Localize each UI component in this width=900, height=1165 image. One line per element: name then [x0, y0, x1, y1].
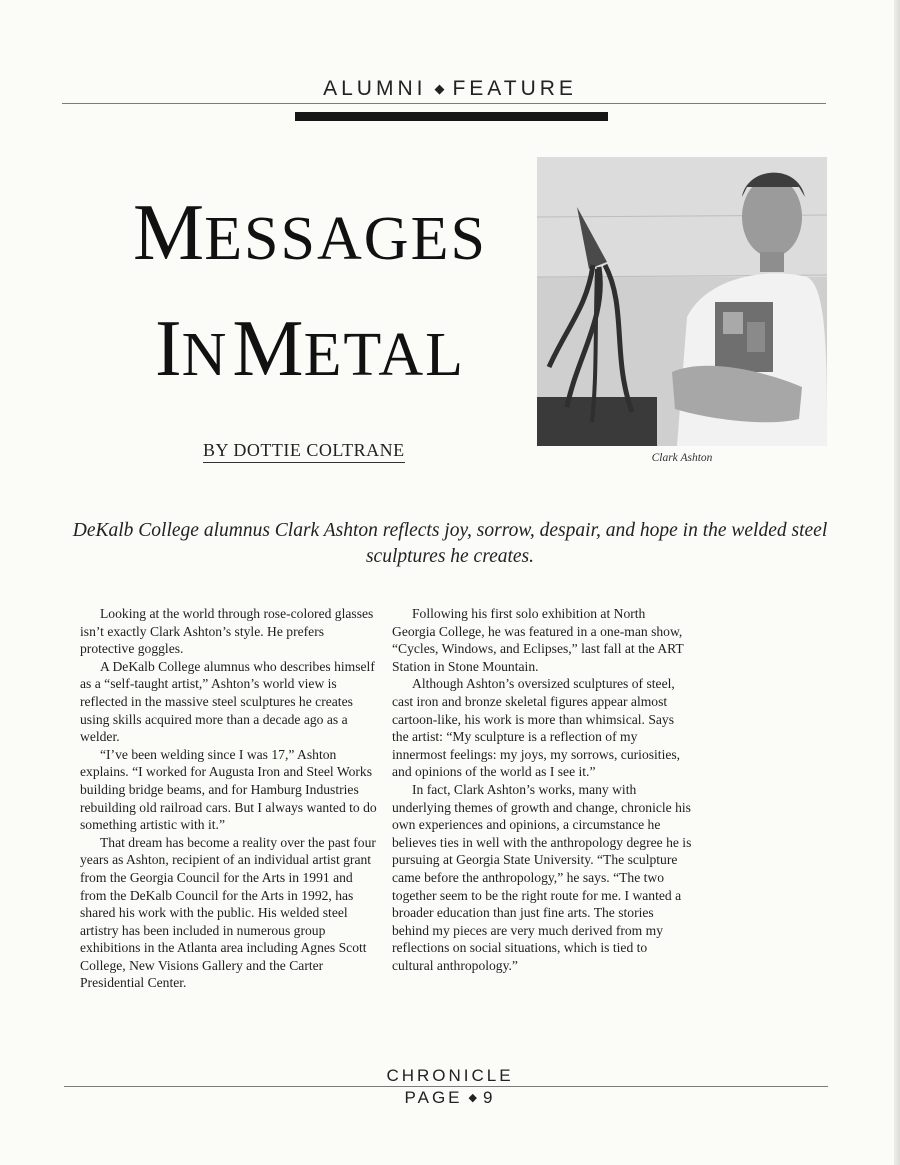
page-number: 9	[482, 1088, 496, 1107]
byline: BY DOTTIE COLTRANE	[203, 440, 405, 463]
photo-caption: Clark Ashton	[651, 452, 713, 464]
page-label: PAGE	[404, 1088, 463, 1107]
headline-initial: I	[155, 305, 182, 393]
headline-initial: M	[133, 189, 205, 277]
paragraph: A DeKalb College alumnus who describes himself as a “self-taught artist,” Ashton’s world view is reflected in the massive steel sculptures he creates using skills acquired more than a decade ago as a welder.	[80, 658, 375, 745]
diamond-separator-icon: ◆	[434, 81, 445, 96]
headline-line-2	[100, 304, 520, 395]
footer-publication: CHRONICLE	[386, 1066, 514, 1085]
paragraph: Following his first solo exhibition at North Georgia College, he was featured in a one-man show, “Cycles, Windows, and Eclipses,” last fall at the ART Station in Stone Mountain.	[392, 606, 684, 674]
article-deck: DeKalb College alumnus Clark Ashton reflects joy, sorrow, despair, and hope in the welded steel sculptures he creates.	[72, 520, 828, 567]
paragraph: “I’ve been welding since I was 17,” Ashton explains. “I worked for Augusta Iron and Steel Works building bridge beams, and for Hamburg Industries rebuilding old railroad cars. But I always wanted to do something artistic with it.”	[80, 746, 377, 833]
headline-rest: N	[181, 321, 229, 389]
body-column-right	[392, 605, 692, 974]
paragraph: In fact, Clark Ashton’s works, many with underlying themes of growth and change, chronicle his own experiences and opinions, a circumstance he believes ties in well with the anthropology degree he is pursuing at Georgia State University. “The sculpture came before the anthropology,” he says. “The two together seem to be the right route for me. I wanted a broader education than just fine arts. The stories behind my pieces are very much derived from my reflections on social situations, which is tied to cultural anthropology.”	[392, 781, 692, 973]
artist-photo	[537, 157, 827, 446]
headline-rest: ESSAGES	[204, 205, 487, 273]
paragraph: Although Ashton’s oversized sculptures of steel, cast iron and bronze skeletal figures appear almost cartoon-like, his work is more than whimsical. Says the artist: “My sculpture is a reflection of my innermost feelings: my joys, my sorrows, curiosities, and opinions of the world as I see it.”	[392, 676, 681, 780]
paragraph: That dream has become a reality over the past four years as Ashton, recipient of an individual artist grant from the Georgia Council for the Arts in 1991 and from the DeKalb Council for the Arts in 1992, has shared his work with the public. His welded steel artistry has been included in numerous group exhibitions in the Atlanta area including Agnes Scott College, New Visions Gallery and the Carter Presidential Center.	[80, 834, 376, 991]
headline-rest: ETAL	[303, 321, 465, 389]
footer-rule	[64, 1086, 828, 1087]
diamond-separator-icon: ◆	[468, 1092, 477, 1104]
section-header	[0, 77, 900, 101]
body-column-left	[80, 605, 380, 992]
footer-page-number	[0, 1088, 900, 1108]
paragraph: Looking at the world through rose-colored glasses isn’t exactly Clark Ashton’s style. He prefers protective goggles.	[80, 606, 374, 657]
section-header-left: ALUMNI	[323, 77, 427, 100]
artist-photo-illustration	[537, 157, 827, 446]
header-bar	[295, 112, 608, 121]
headline-initial: M	[232, 305, 304, 393]
section-header-right: FEATURE	[452, 77, 577, 100]
header-rule	[62, 103, 826, 104]
headline-line-1	[100, 188, 520, 279]
paper-edge	[894, 0, 900, 1165]
